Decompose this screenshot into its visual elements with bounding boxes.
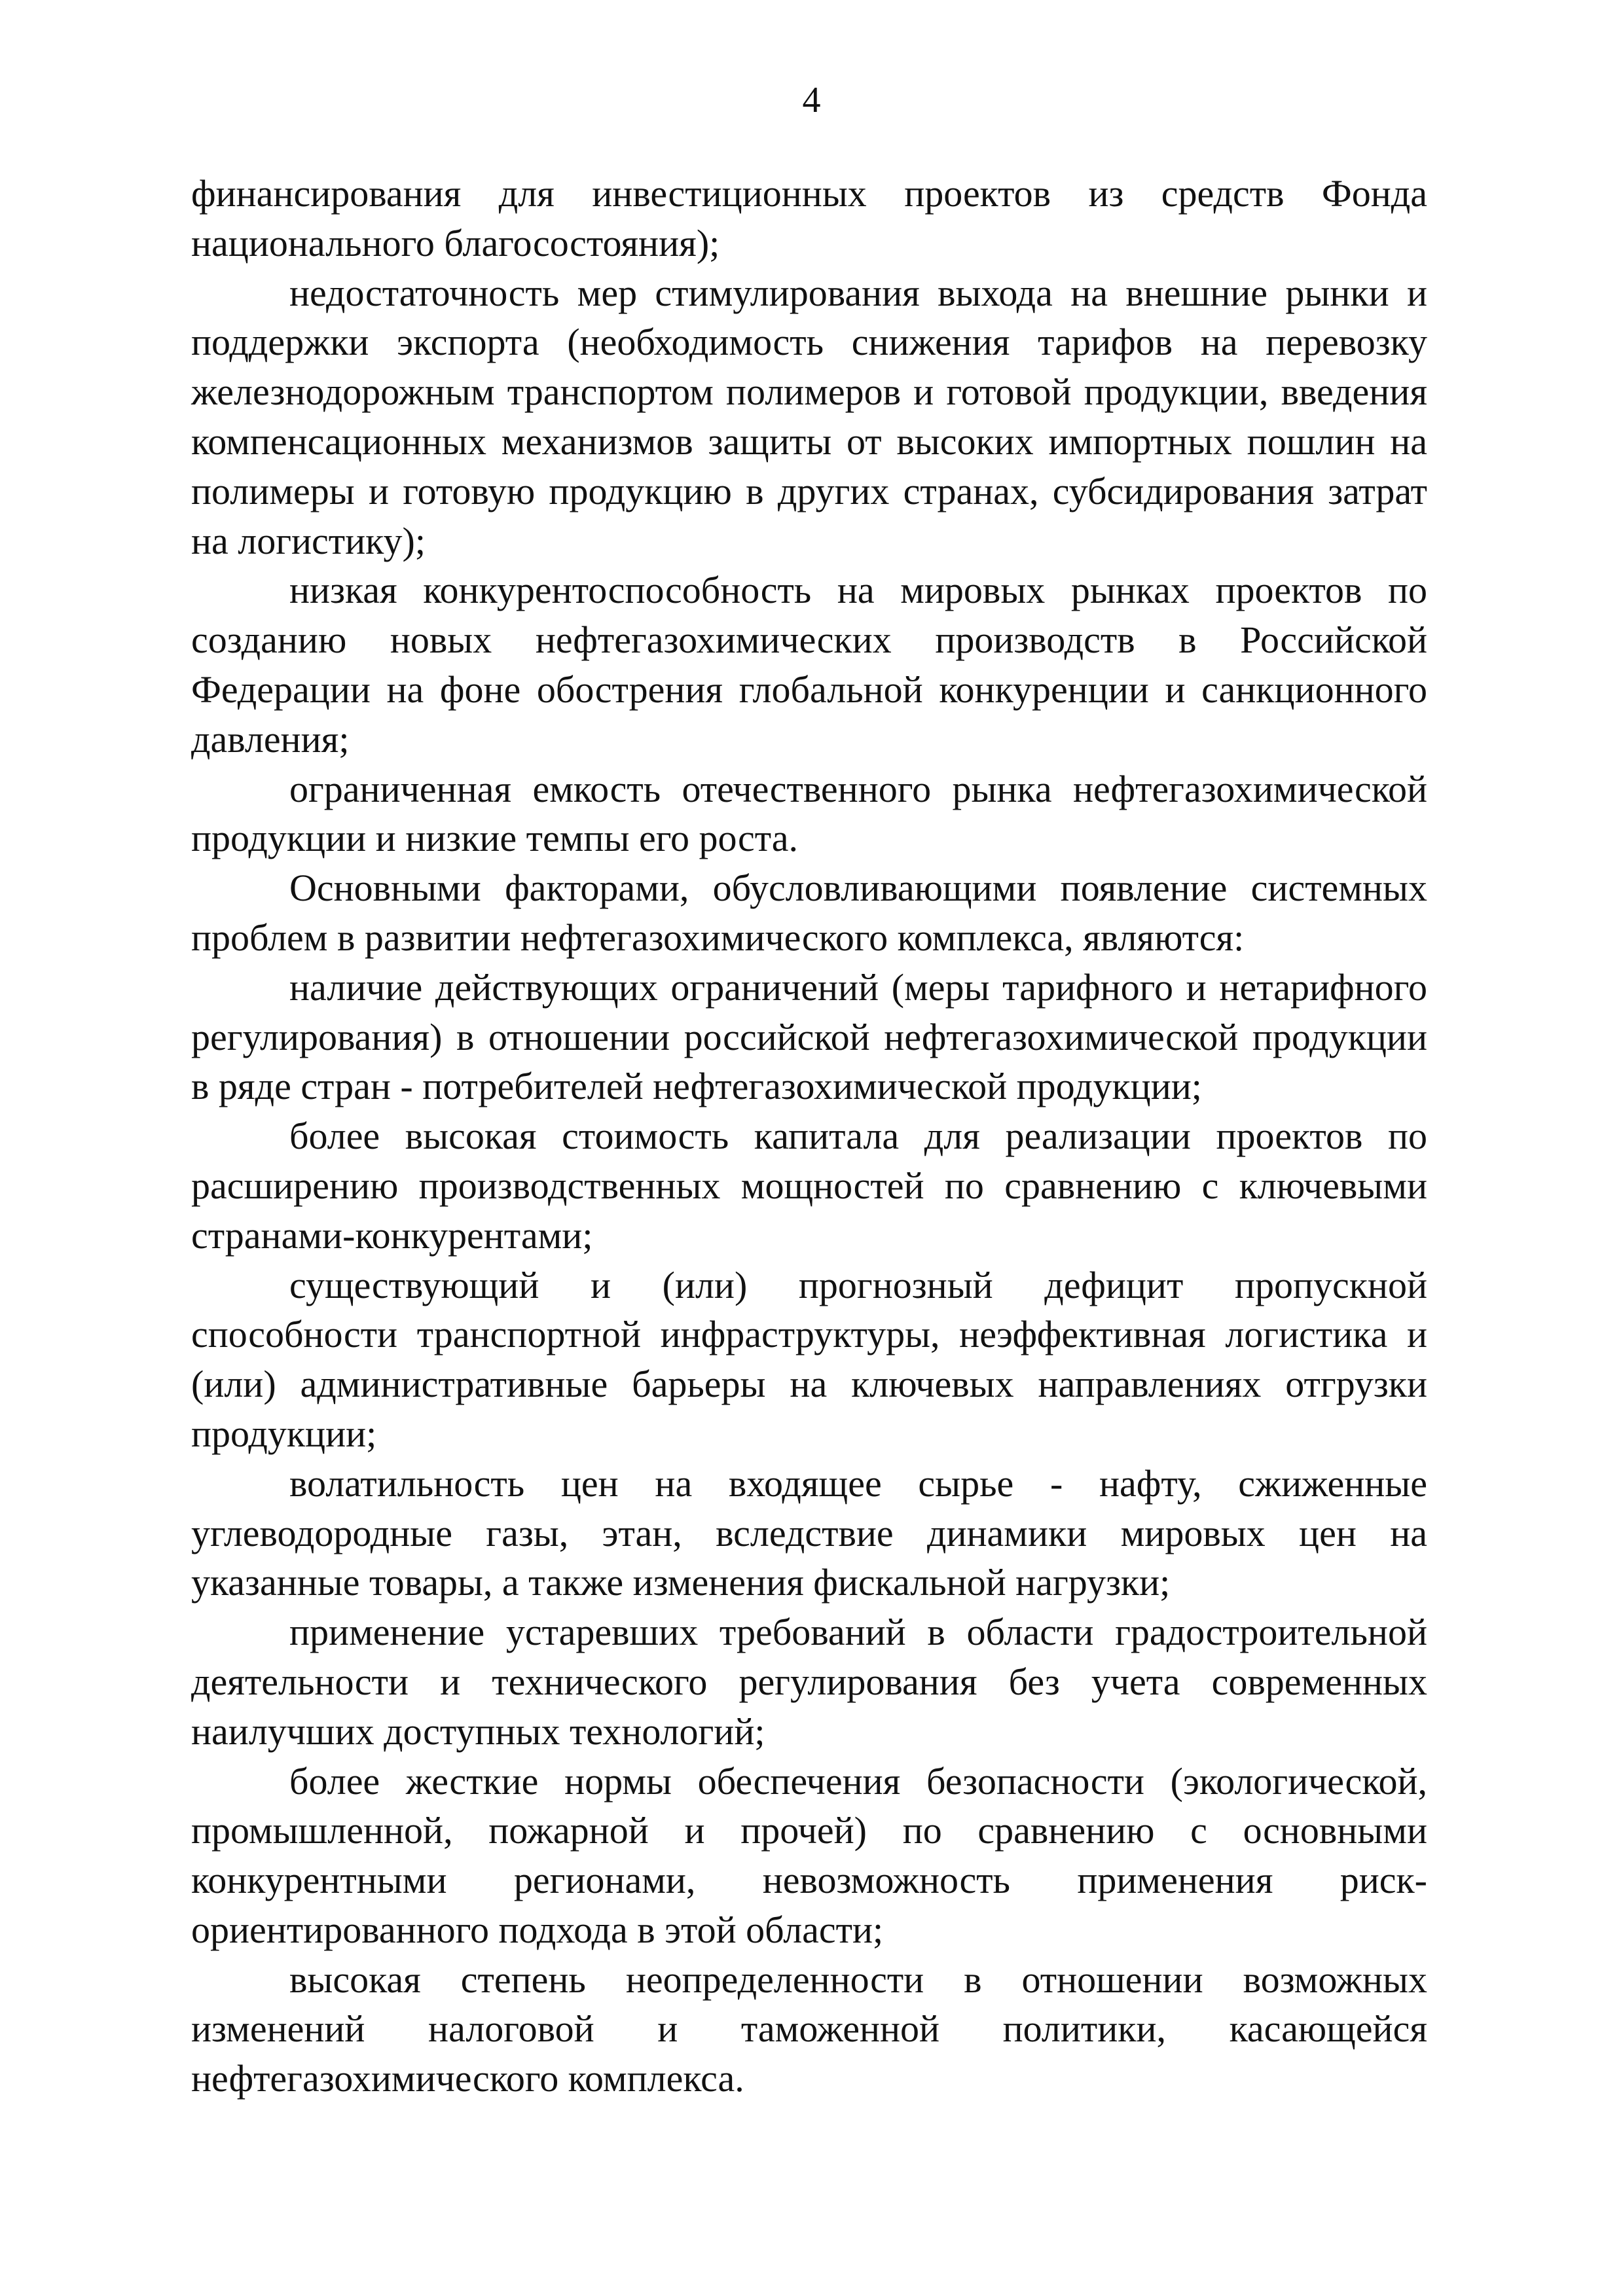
paragraph-continuation: финансирования для инвестиционных проектов из средств Фонда национального благосостояния);: [191, 172, 1427, 264]
paragraph: ограниченная емкость отечественного рынка нефтегазохимической продукции и низкие темпы его роста.: [191, 767, 1427, 860]
paragraph: более жесткие нормы обеспечения безопасности (экологической, промышленной, пожарной и прочей) по сравнению с основными конкурентными регионами, невозможность применения риск-ориентированного подхода в этой области;: [191, 1759, 1427, 1951]
paragraph: волатильность цен на входящее сырье - нафту, сжиженные углеводородные газы, этан, вследствие динамики мировых цен на указанные товары, а также изменения фискальной нагрузки;: [191, 1462, 1427, 1604]
paragraph: применение устаревших требований в области градостроительной деятельности и технического регулирования без учета современных наилучших доступных технологий;: [191, 1611, 1427, 1753]
paragraph: низкая конкурентоспособность на мировых рынках проектов по созданию новых нефтегазохимических производств в Российской Федерации на фоне обострения глобальной конкуренции и санкционного давления;: [191, 569, 1427, 761]
paragraph: наличие действующих ограничений (меры тарифного и нетарифного регулирования) в отношении российской нефтегазохимической продукции в ряде стран - потребителей нефтегазохимической продукции;: [191, 965, 1427, 1108]
paragraph: более высокая стоимость капитала для реализации проектов по расширению производственных мощностей по сравнению с ключевыми странами-конкурентами;: [191, 1115, 1427, 1257]
paragraph: Основными факторами, обусловливающими появление системных проблем в развитии нефтегазохимического комплекса, являются:: [191, 867, 1427, 959]
document-body: [191, 169, 1427, 2104]
paragraph: высокая степень неопределенности в отношении возможных изменений налоговой и таможенной политики, касающейся нефтегазохимического комплекса.: [191, 1958, 1427, 2100]
page-number: 4: [802, 80, 821, 120]
paragraph: недостаточность мер стимулирования выхода на внешние рынки и поддержки экспорта (необходимость снижения тарифов на перевозку железнодорожным транспортом полимеров и готовой продукции, введения компенсационных механизмов защиты от высоких импортных пошлин на полимеры и готовую продукцию в других странах, субсидирования затрат на логистику);: [191, 271, 1427, 562]
paragraph: существующий и (или) прогнозный дефицит пропускной способности транспортной инфраструктуры, неэффективная логистика и (или) административные барьеры на ключевых направлениях отгрузки продукции;: [191, 1263, 1427, 1455]
